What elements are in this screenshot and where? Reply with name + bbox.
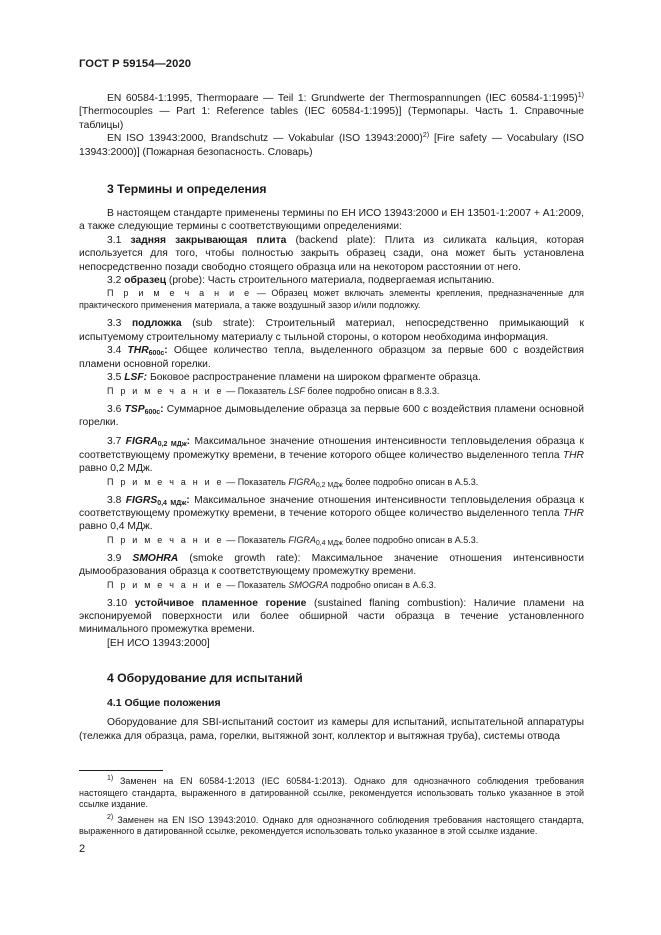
section-4-1-paragraph: Оборудование для SBI-испытаний состоит из камеры для испытаний, испытательной аппаратуры (тележка для образца, рама, горелки, вытяжной зонт, коллектор и вытяжная труба), системы отвода (79, 717, 584, 742)
footnote-ref-2[interactable]: 2) (422, 132, 430, 140)
term-number: 3.1 (107, 234, 131, 246)
term-name: FIGRA (125, 436, 158, 448)
note-3-5 (79, 385, 584, 397)
footnote-divider (79, 770, 163, 771)
note-label: П р и м е ч а н и е (107, 288, 252, 299)
term-name: TSP (124, 403, 145, 415)
term-3-10 (79, 597, 584, 637)
term-colon: : (160, 403, 164, 415)
term-3-2 (79, 274, 584, 287)
term-definition: Общее количество тепла, выделенного образцом за первые 600 с воздействия пламени основной горелки. (79, 345, 584, 370)
note-3-2 (79, 287, 584, 311)
term-subscript: 600c (144, 408, 161, 416)
note-label: П р и м е ч а н и е (107, 476, 224, 487)
note-3-9 (79, 579, 584, 591)
term-number: 3.8 (107, 494, 126, 506)
term-3-4 (79, 344, 584, 371)
term-name: устойчивое пламенное горение (134, 597, 307, 609)
term-name: THR (127, 345, 149, 357)
page-body (79, 92, 584, 743)
note-term: FIGRA (288, 534, 316, 545)
term-number: 3.2 (107, 275, 125, 287)
term-colon: : (186, 436, 191, 448)
term-name: образец (124, 275, 167, 287)
term-number: 3.10 (107, 597, 135, 609)
term-name: FIGRS (125, 494, 158, 506)
term-name: LSF: (124, 372, 148, 384)
term-name: задняя закрывающая плита (130, 234, 287, 246)
note-text: — Образец может включать элементы крепления, предназначенные для практического применения материала, а также воздушный зазор и/или подложку. (79, 288, 585, 311)
note-text-end: более подробно описан в А.5.3. (342, 534, 479, 545)
footnote-1 (79, 776, 584, 811)
note-text: — Показатель (223, 534, 289, 545)
term-definition: Боковое распространение пламени на широком фрагменте образца. (147, 372, 481, 384)
term-number: 3.6 (107, 403, 125, 415)
term-thr: THR (562, 507, 584, 519)
term-definition: Максимальное значение отношения интенсивности тепловыделения образца к соответствующему промежутку времени, в течение которого общее количество выделенного тепла (79, 436, 584, 461)
footnote-mark: 2) (107, 813, 114, 821)
section-3-intro: В настоящем стандарте применены термины по ЕН ИСО 13943:2000 и ЕН 13501-1:2007 + А1:2009, а также следующие термины с соответствующими определениями: (79, 208, 584, 233)
note-subscript: 0,4 МДж (315, 539, 343, 547)
term-definition: Максимальное значение отношения интенсивности тепловыделения образца к соответствующему промежутку времени, в течение которого общее количество выделенного тепла (79, 494, 584, 519)
term-3-9 (79, 552, 584, 579)
term-3-8 (79, 494, 584, 534)
footnote-mark: 1) (107, 775, 114, 782)
term-3-7 (79, 435, 584, 475)
term-colon: : (164, 345, 168, 357)
term-definition: (sub strate): Строительный материал, непосредственно примыкающий к испытуемому строительному материалу с тыльной стороны, о котором необходима информация. (79, 318, 584, 343)
reference-en-60584 (79, 92, 584, 132)
section-4-title: 4 Оборудование для испытаний (107, 671, 303, 686)
term-number: 3.4 (107, 345, 128, 357)
section-3-title: 3 Термины и определения (107, 182, 267, 197)
term-subscript: 0,2 МДж (157, 441, 187, 449)
term-subscript: 600c (148, 350, 165, 358)
note-text: — Показатель (223, 476, 289, 487)
term-3-1 (79, 234, 584, 274)
note-text-end: более подробно описан в 8.3.3. (304, 385, 440, 396)
term-definition-end: равно 0,2 МДж. (79, 463, 153, 475)
note-label: П р и м е ч а н и е (107, 534, 224, 545)
note-text-end: более подробно описан в А.5.3. (342, 476, 479, 487)
note-term: FIGRA (288, 476, 316, 487)
document-header: ГОСТ Р 59154—2020 (79, 58, 192, 70)
note-3-8 (79, 534, 584, 546)
note-3-7 (79, 476, 584, 488)
footnotes (79, 776, 584, 842)
term-3-10-source: [ЕН ИСО 13943:2000] (107, 637, 210, 649)
term-subscript: 0,4 МДж (157, 499, 187, 507)
footnote-ref-1[interactable]: 1) (577, 92, 584, 99)
term-name: SMOHRA (132, 552, 179, 564)
footnote-text: Заменен на EN 60584-1:2013 (IEC 60584-1:2013). Однако для однозначного соблюдения требования настоящего стандарта, выраженного в датированной ссылке, рекомендуется использовать только указанное в этой ссылке издание. (79, 776, 584, 810)
term-colon: : (186, 494, 190, 506)
footnote-2 (79, 815, 584, 838)
note-term: LSF (288, 385, 305, 396)
term-3-3 (79, 317, 584, 344)
note-subscript: 0,2 МДж (315, 481, 343, 489)
term-thr: THR (562, 449, 584, 461)
reference-text-rest: [Fire safety — Vocabulary (ISO 13943:2000)] (Пожарная безопасность. Словарь) (79, 133, 584, 158)
reference-text: EN 60584-1:1995, Thermopaare — Teil 1: Grundwerte der Thermospannungen (IEC 60584-1:1995) (107, 93, 578, 104)
note-text-end: подробно описан в А.6.3. (328, 579, 437, 590)
subsection-4-1-title: 4.1 Общие положения (107, 697, 221, 710)
reference-text-rest: [Thermocouples — Part 1: Reference tables (IEC 60584-1:1995)] (Термопары. Часть 1. Справочные таблицы) (79, 106, 584, 131)
term-definition-end: равно 0,4 МДж. (79, 521, 153, 533)
term-definition: (probe): Часть строительного материала, подвергаемая испытанию. (166, 275, 495, 287)
term-definition: (sustained flaning combustion): Наличие пламени на экспонируемой поверхности или более обширной части образца в течение установленного минимального промежутка времени. (79, 597, 584, 636)
term-3-5 (79, 371, 584, 384)
note-label: П р и м е ч а н и е (107, 385, 224, 396)
footnote-text: Заменен на EN ISO 13943:2010. Однако для однозначного соблюдения требования настоящего стандарта, выраженного в датированной ссылке, рекомендуется использовать только указанное в этой ссылке издание. (79, 814, 584, 837)
term-number: 3.9 (107, 552, 133, 564)
term-name: подложка (131, 318, 182, 330)
term-3-6 (79, 403, 584, 430)
note-text: — Показатель (223, 385, 289, 396)
note-label: П р и м е ч а н и е (107, 579, 224, 590)
page-number: 2 (79, 843, 86, 855)
reference-en-iso-13943 (79, 132, 584, 159)
term-definition: Суммарное дымовыделение образца за первые 600 с воздействия пламени основной горелки. (79, 403, 584, 428)
term-number: 3.3 (107, 318, 132, 330)
note-text: — Показатель (223, 579, 289, 590)
term-definition: (backend plate): Плита из силиката кальция, которая используется для того, чтобы полностью закрыть образец сзади, она может быть установлена непосредственно позади свободно стоящего образца или на некотором расстоянии от него. (79, 234, 585, 273)
term-number: 3.5 (107, 372, 125, 384)
reference-text: EN ISO 13943:2000, Brandschutz — Vokabular (ISO 13943:2000) (107, 133, 423, 145)
note-term: SMOGRA (288, 579, 329, 590)
term-definition: (smoke growth rate): Максимальное значение отношения интенсивности дымообразования образца к соответствующему промежутку времени. (79, 552, 584, 578)
term-number: 3.7 (107, 436, 126, 448)
